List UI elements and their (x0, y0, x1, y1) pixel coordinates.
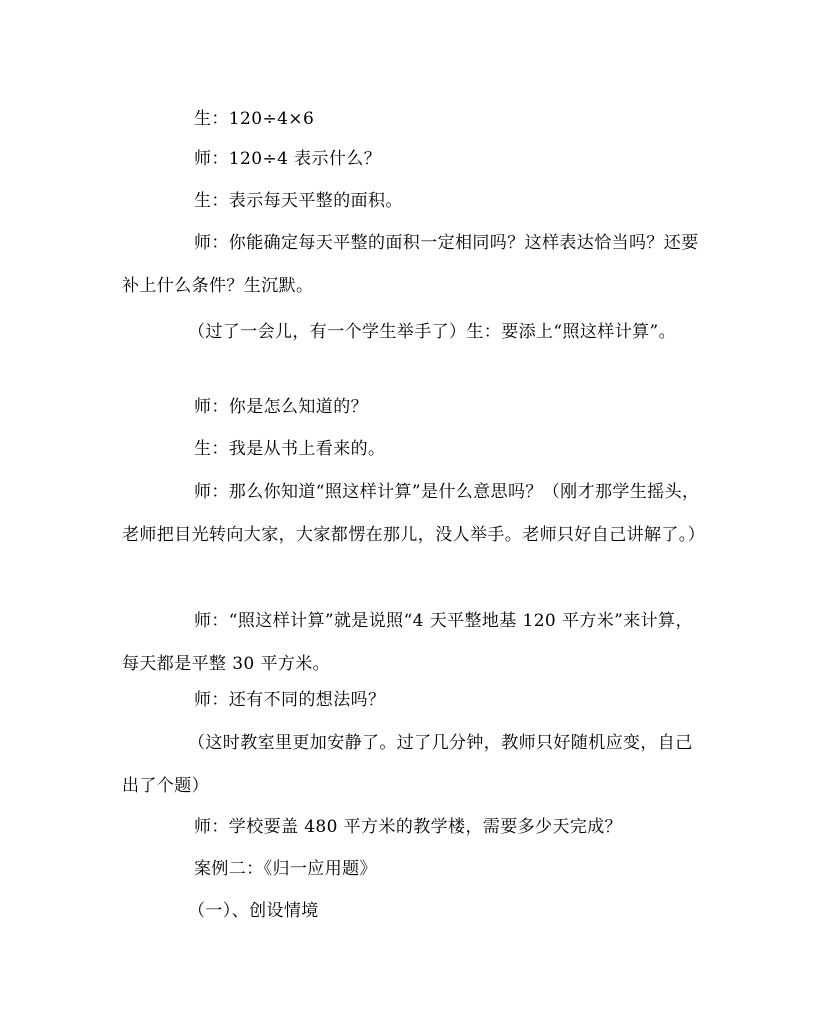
paragraph-text: 师：你能确定每天平整的面积一定相同吗？这样表达恰当吗？还要补上什么条件？生沉默。 (122, 233, 699, 296)
paragraph-teacher-question: 师：120÷4 表示什么？ (194, 149, 382, 169)
paragraph-student-raises-hand (122, 311, 702, 354)
paragraph-student-expression: 生：120÷4×6 (194, 109, 315, 129)
paragraph-teacher-condition (122, 222, 702, 308)
paragraph-teacher-how-know: 师：你是怎么知道的？ (194, 397, 368, 417)
paragraph-teacher-new-problem: 师：学校要盖 480 平方米的教学楼，需要多少天完成？ (194, 817, 623, 837)
paragraph-text: 师：那么你知道“照这样计算”是什么意思吗？（刚才那学生摇头，老师把目光转向大家，大家都愣在那儿，没人举手。老师只好自己讲解了。） (122, 482, 706, 545)
subsection-heading-create-scenario: （一）、创设情境 (188, 901, 319, 921)
paragraph-text: （这时教室里更加安静了。过了几分钟，教师只好随机应变，自己出了个题） (122, 733, 693, 796)
paragraph-teacher-explanation (122, 600, 702, 686)
paragraph-teacher-other-ideas: 师：还有不同的想法吗？ (194, 690, 386, 710)
section-heading-case-two: 案例二：《归一应用题》 (194, 859, 377, 879)
paragraph-teacher-meaning (122, 471, 706, 557)
paragraph-student-answer: 生：表示每天平整的面积。 (194, 191, 403, 211)
paragraph-text: 师：“照这样计算”就是说照“4 天平整地基 120 平方米”来计算，每天都是平整 30 平方米。 (122, 611, 693, 674)
paragraph-text: （过了一会儿，有一个学生举手了）生：要添上“照这样计算”。 (188, 322, 676, 342)
paragraph-classroom-silence (122, 722, 702, 808)
paragraph-student-from-book: 生：我是从书上看来的。 (194, 439, 386, 459)
